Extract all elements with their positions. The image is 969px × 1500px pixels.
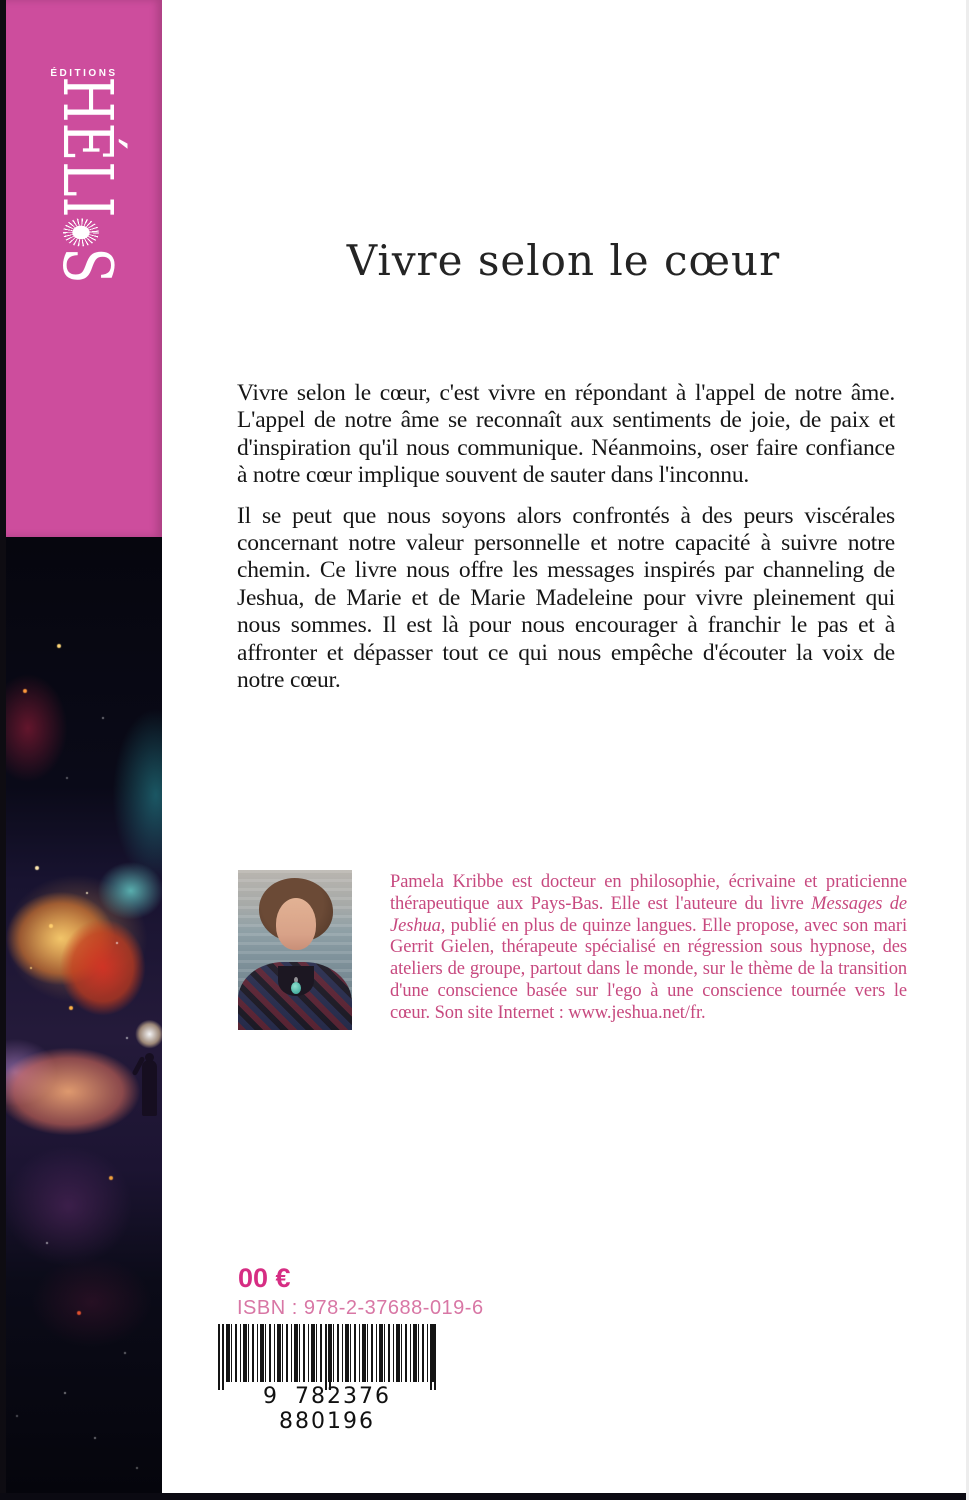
- barcode-bars: [218, 1324, 436, 1382]
- barcode-digits: 9 782376 880196: [263, 1384, 391, 1434]
- author-bio: [390, 872, 907, 1025]
- barcode-center-guard: [325, 1324, 327, 1390]
- author-photo: [238, 870, 352, 1030]
- book-spine: [6, 0, 162, 537]
- synopsis-paragraph-1: Vivre selon le cœur, c'est vivre en répondant à l'appel de notre âme. L'appel de notre âme se reconnaît aux sentiments de joie, de paix et d'inspiration qu'il nous communique. Néanmoins, oser faire confiance à notre cœur implique souvent de sauter dans l'inconnu.: [237, 380, 895, 489]
- synopsis-paragraph-2: Il se peut que nous soyons alors confrontés à des peurs viscérales concernant notre valeur personnelle et notre capacité à suivre notre chemin. Ce livre nous offre les messages inspirés par channeling de Jeshua, de Marie et de Marie Madeleine pour vivre pleinement qui nous sommes. Il est là pour nous encourager à franchir le pas et à affronter et dépasser tout ce qui nous empêche d'écouter la voix de notre cœur.: [237, 502, 895, 694]
- synopsis: [237, 380, 895, 707]
- bio-text-start: Pamela Kribbe est docteur en philosophie, écrivaine et praticienne thérapeutique aux Pays-Bas. Elle est l'auteure du livre: [390, 872, 907, 914]
- author-photo-face: [276, 898, 316, 950]
- book-title: Vivre selon le cœur: [346, 236, 781, 285]
- bio-book-title: Messages de Jeshua: [390, 893, 907, 936]
- sun-icon: [63, 218, 99, 246]
- publisher-logo-text-end: S: [47, 247, 126, 284]
- price: 00 €: [238, 1263, 291, 1293]
- publisher-logo: [47, 76, 126, 284]
- cover-artwork: [6, 537, 162, 1493]
- editions-label: ÉDITIONS: [50, 68, 118, 79]
- bio-text-end: , publié en plus de quinze langues. Elle propose, avec son mari Gerrit Gielen, thérapeute spécialisé en régression sous hypnose, des ateliers de groupe, partout dans le monde, sur le thème de la transition d'une conscience basée sur l'ego à une conscience tournée vers le cœur. Son site Internet : www.jeshua.net/fr.: [390, 915, 907, 1023]
- publisher-logo-text-start: HÉLI: [47, 76, 126, 218]
- sparkles-decoration: [6, 537, 8, 539]
- author-photo-pendant: [291, 982, 301, 994]
- photo-bottom-edge: [0, 1493, 969, 1500]
- isbn: ISBN : 978-2-37688-019-6: [237, 1297, 484, 1319]
- silhouette-figure: [142, 1060, 157, 1116]
- photo-left-edge: [0, 0, 6, 1500]
- barcode: [208, 1322, 446, 1434]
